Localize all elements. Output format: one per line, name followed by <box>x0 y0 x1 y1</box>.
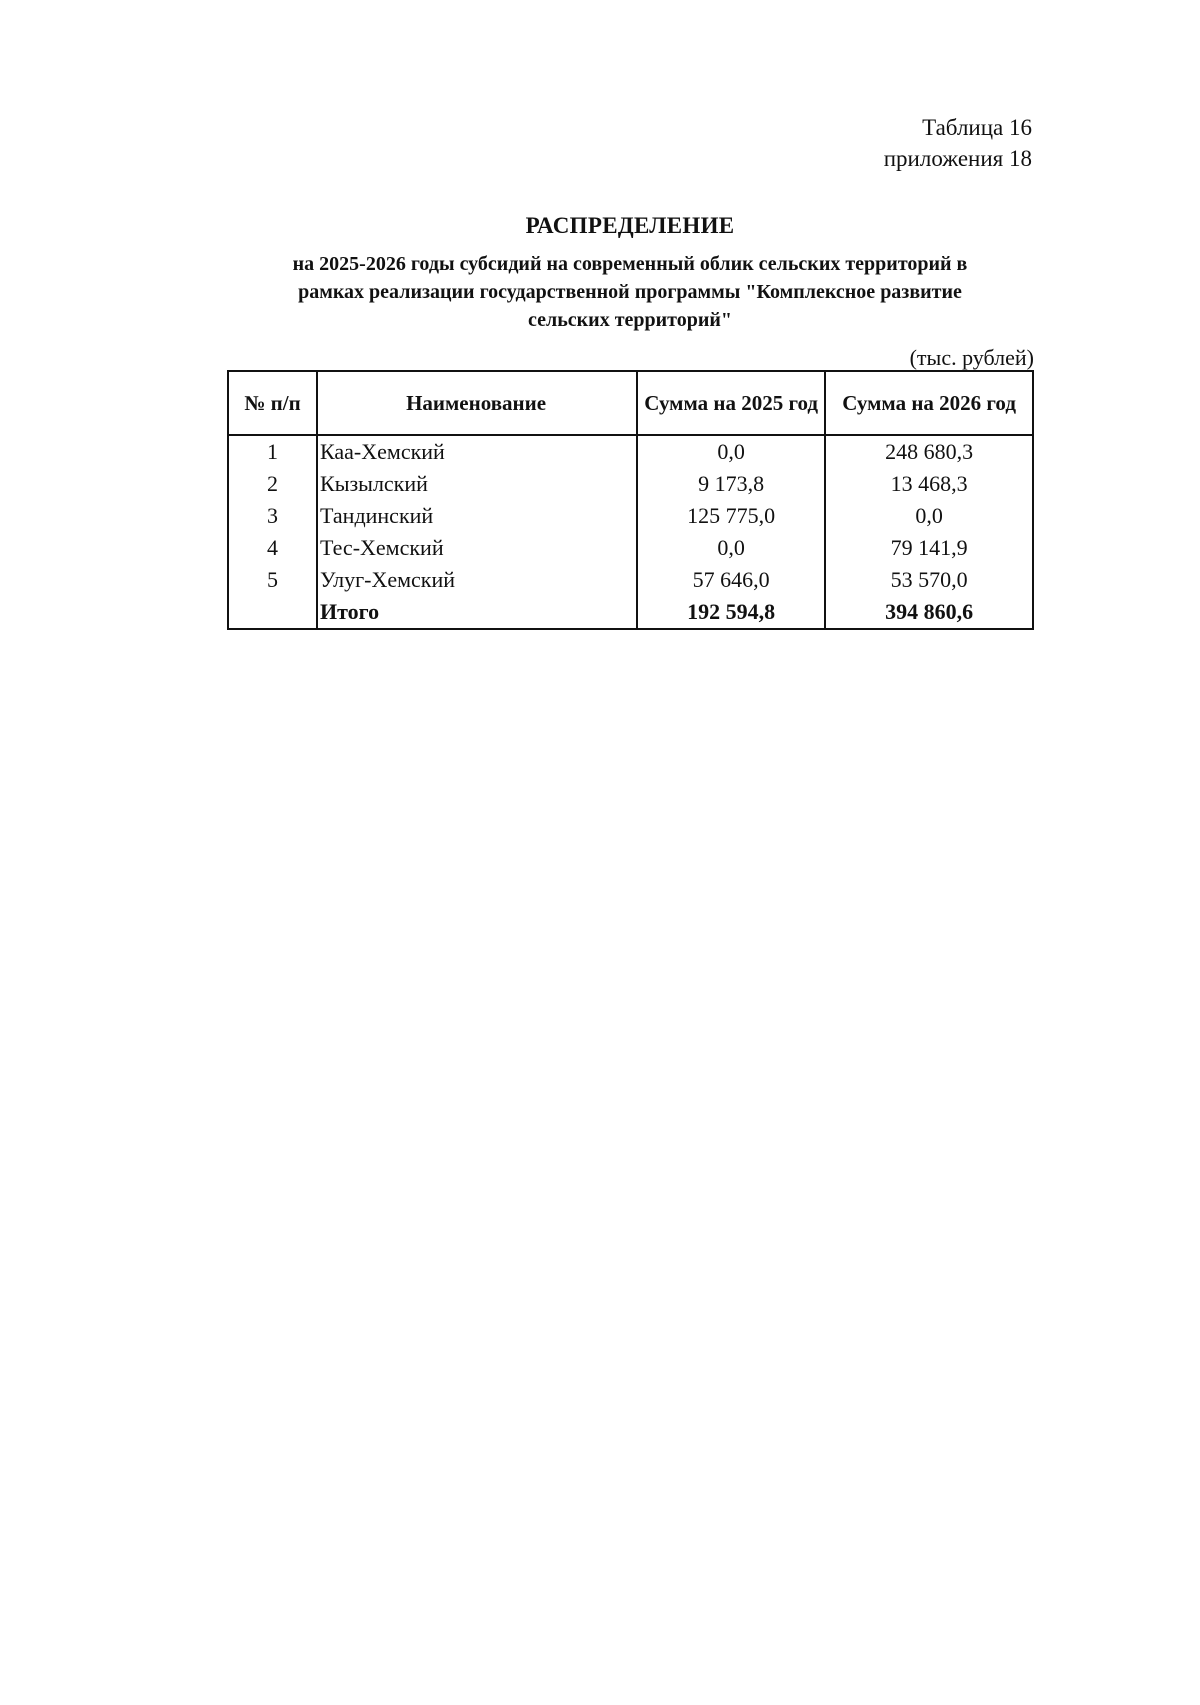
subtitle-line: на 2025-2026 годы субсидий на современный облик сельских территорий в <box>292 253 968 275</box>
column-header-sum-2026: Сумма на 2026 год <box>825 371 1033 435</box>
table-header-row <box>228 371 1033 435</box>
table-row <box>228 468 1033 500</box>
table-total-row <box>228 596 1033 629</box>
row-sum-2026: 0,0 <box>825 500 1033 532</box>
row-name: Улуг-Хемский <box>317 564 637 596</box>
total-num <box>228 596 317 629</box>
document-title: РАСПРЕДЕЛЕНИЕ <box>525 213 735 238</box>
column-header-name: Наименование <box>317 371 637 435</box>
row-sum-2025: 0,0 <box>637 435 825 468</box>
subtitle-line: рамках реализации государственной программы "Комплексное развитие <box>298 281 962 303</box>
distribution-table <box>227 370 1034 630</box>
row-sum-2026: 248 680,3 <box>825 435 1033 468</box>
table-reference <box>884 112 1032 174</box>
row-num: 3 <box>228 500 317 532</box>
row-name: Кызылский <box>317 468 637 500</box>
units-label: (тыс. рублей) <box>909 345 1034 370</box>
row-sum-2025: 57 646,0 <box>637 564 825 596</box>
table-row <box>228 500 1033 532</box>
row-name: Тандинский <box>317 500 637 532</box>
total-sum-2025: 192 594,8 <box>637 596 825 629</box>
row-sum-2025: 9 173,8 <box>637 468 825 500</box>
column-header-num: № п/п <box>228 371 317 435</box>
total-label: Итого <box>317 596 637 629</box>
row-num: 4 <box>228 532 317 564</box>
document-subtitle <box>240 250 1020 334</box>
row-num: 5 <box>228 564 317 596</box>
total-sum-2026: 394 860,6 <box>825 596 1033 629</box>
row-sum-2026: 53 570,0 <box>825 564 1033 596</box>
appendix-number: приложения 18 <box>883 146 1032 171</box>
row-sum-2026: 79 141,9 <box>825 532 1033 564</box>
row-name: Каа-Хемский <box>317 435 637 468</box>
column-header-sum-2025: Сумма на 2025 год <box>637 371 825 435</box>
row-sum-2026: 13 468,3 <box>825 468 1033 500</box>
row-num: 1 <box>228 435 317 468</box>
row-name: Тес-Хемский <box>317 532 637 564</box>
table-row <box>228 532 1033 564</box>
row-sum-2025: 0,0 <box>637 532 825 564</box>
row-sum-2025: 125 775,0 <box>637 500 825 532</box>
table-row <box>228 435 1033 468</box>
table-row <box>228 564 1033 596</box>
row-num: 2 <box>228 468 317 500</box>
table-number: Таблица 16 <box>922 115 1032 140</box>
subtitle-line: сельских территорий" <box>527 309 733 331</box>
